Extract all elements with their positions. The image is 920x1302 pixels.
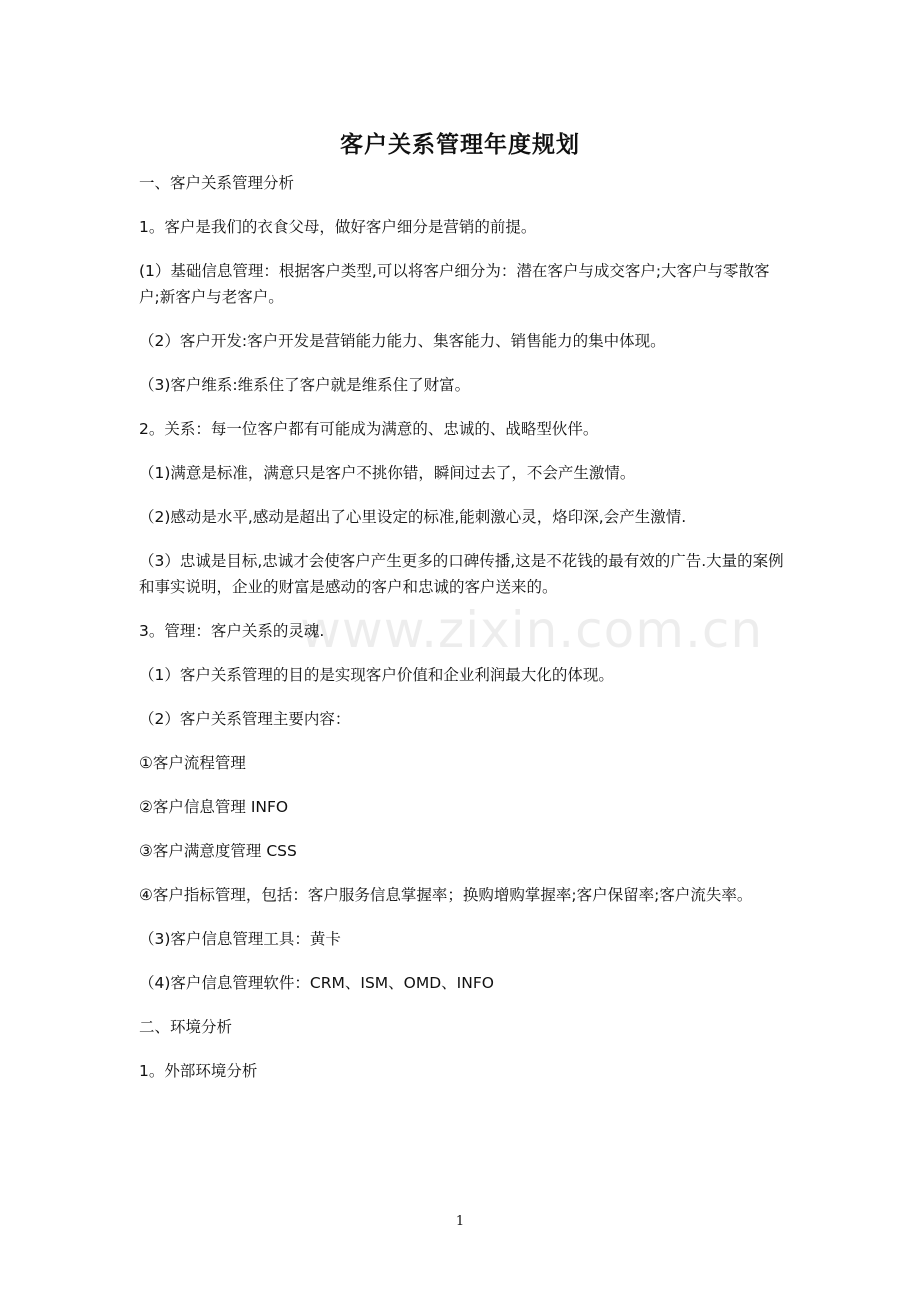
paragraph: 2。关系：每一位客户都有可能成为满意的、忠诚的、战略型伙伴。 [139, 420, 599, 438]
paragraph: （2)感动是水平,感动是超出了心里设定的标准,能刺激心灵，烙印深,会产生激情. [139, 508, 687, 526]
document-body [139, 170, 784, 1102]
paragraph: 1。外部环境分析 [139, 1062, 258, 1080]
paragraph: （3)客户信息管理工具：黄卡 [139, 930, 341, 948]
watermark: www.zixin.com.cn [300, 601, 764, 659]
paragraph: 3。管理：客户关系的灵魂. [139, 622, 325, 640]
list-item: ④客户指标管理，包括：客户服务信息掌握率；换购增购掌握率;客户保留率;客户流失率。 [139, 886, 753, 904]
paragraph: （3）忠诚是目标,忠诚才会使客户产生更多的口碑传播,这是不花钱的最有效的广告.大量的案例和事实说明，企业的财富是感动的客户和忠诚的客户送来的。 [139, 552, 784, 596]
paragraph: （4)客户信息管理软件：CRM、ISM、OMD、INFO [139, 974, 494, 992]
paragraph: （1）客户关系管理的目的是实现客户价值和企业利润最大化的体现。 [139, 666, 614, 684]
section-heading-2: 二、环境分析 [139, 1018, 233, 1036]
paragraph: （2）客户开发:客户开发是营销能力能力、集客能力、销售能力的集中体现。 [139, 332, 666, 350]
paragraph: （3)客户维系:维系住了客户就是维系住了财富。 [139, 376, 471, 394]
paragraph: （1)满意是标准，满意只是客户不挑你错，瞬间过去了，不会产生激情。 [139, 464, 636, 482]
list-item: ③客户满意度管理 CSS [139, 842, 297, 860]
section-heading-1: 一、客户关系管理分析 [139, 174, 295, 192]
document-title: 客户关系管理年度规划 [340, 131, 580, 158]
page-number: 1 [455, 1214, 465, 1229]
paragraph: (1）基础信息管理：根据客户类型,可以将客户细分为：潜在客户与成交客户;大客户与零散客户;新客户与老客户。 [139, 262, 770, 306]
paragraph: 1。客户是我们的衣食父母，做好客户细分是营销的前提。 [139, 218, 537, 236]
list-item: ①客户流程管理 [139, 754, 246, 772]
paragraph: （2）客户关系管理主要内容： [139, 710, 351, 728]
list-item: ②客户信息管理 INFO [139, 798, 289, 816]
